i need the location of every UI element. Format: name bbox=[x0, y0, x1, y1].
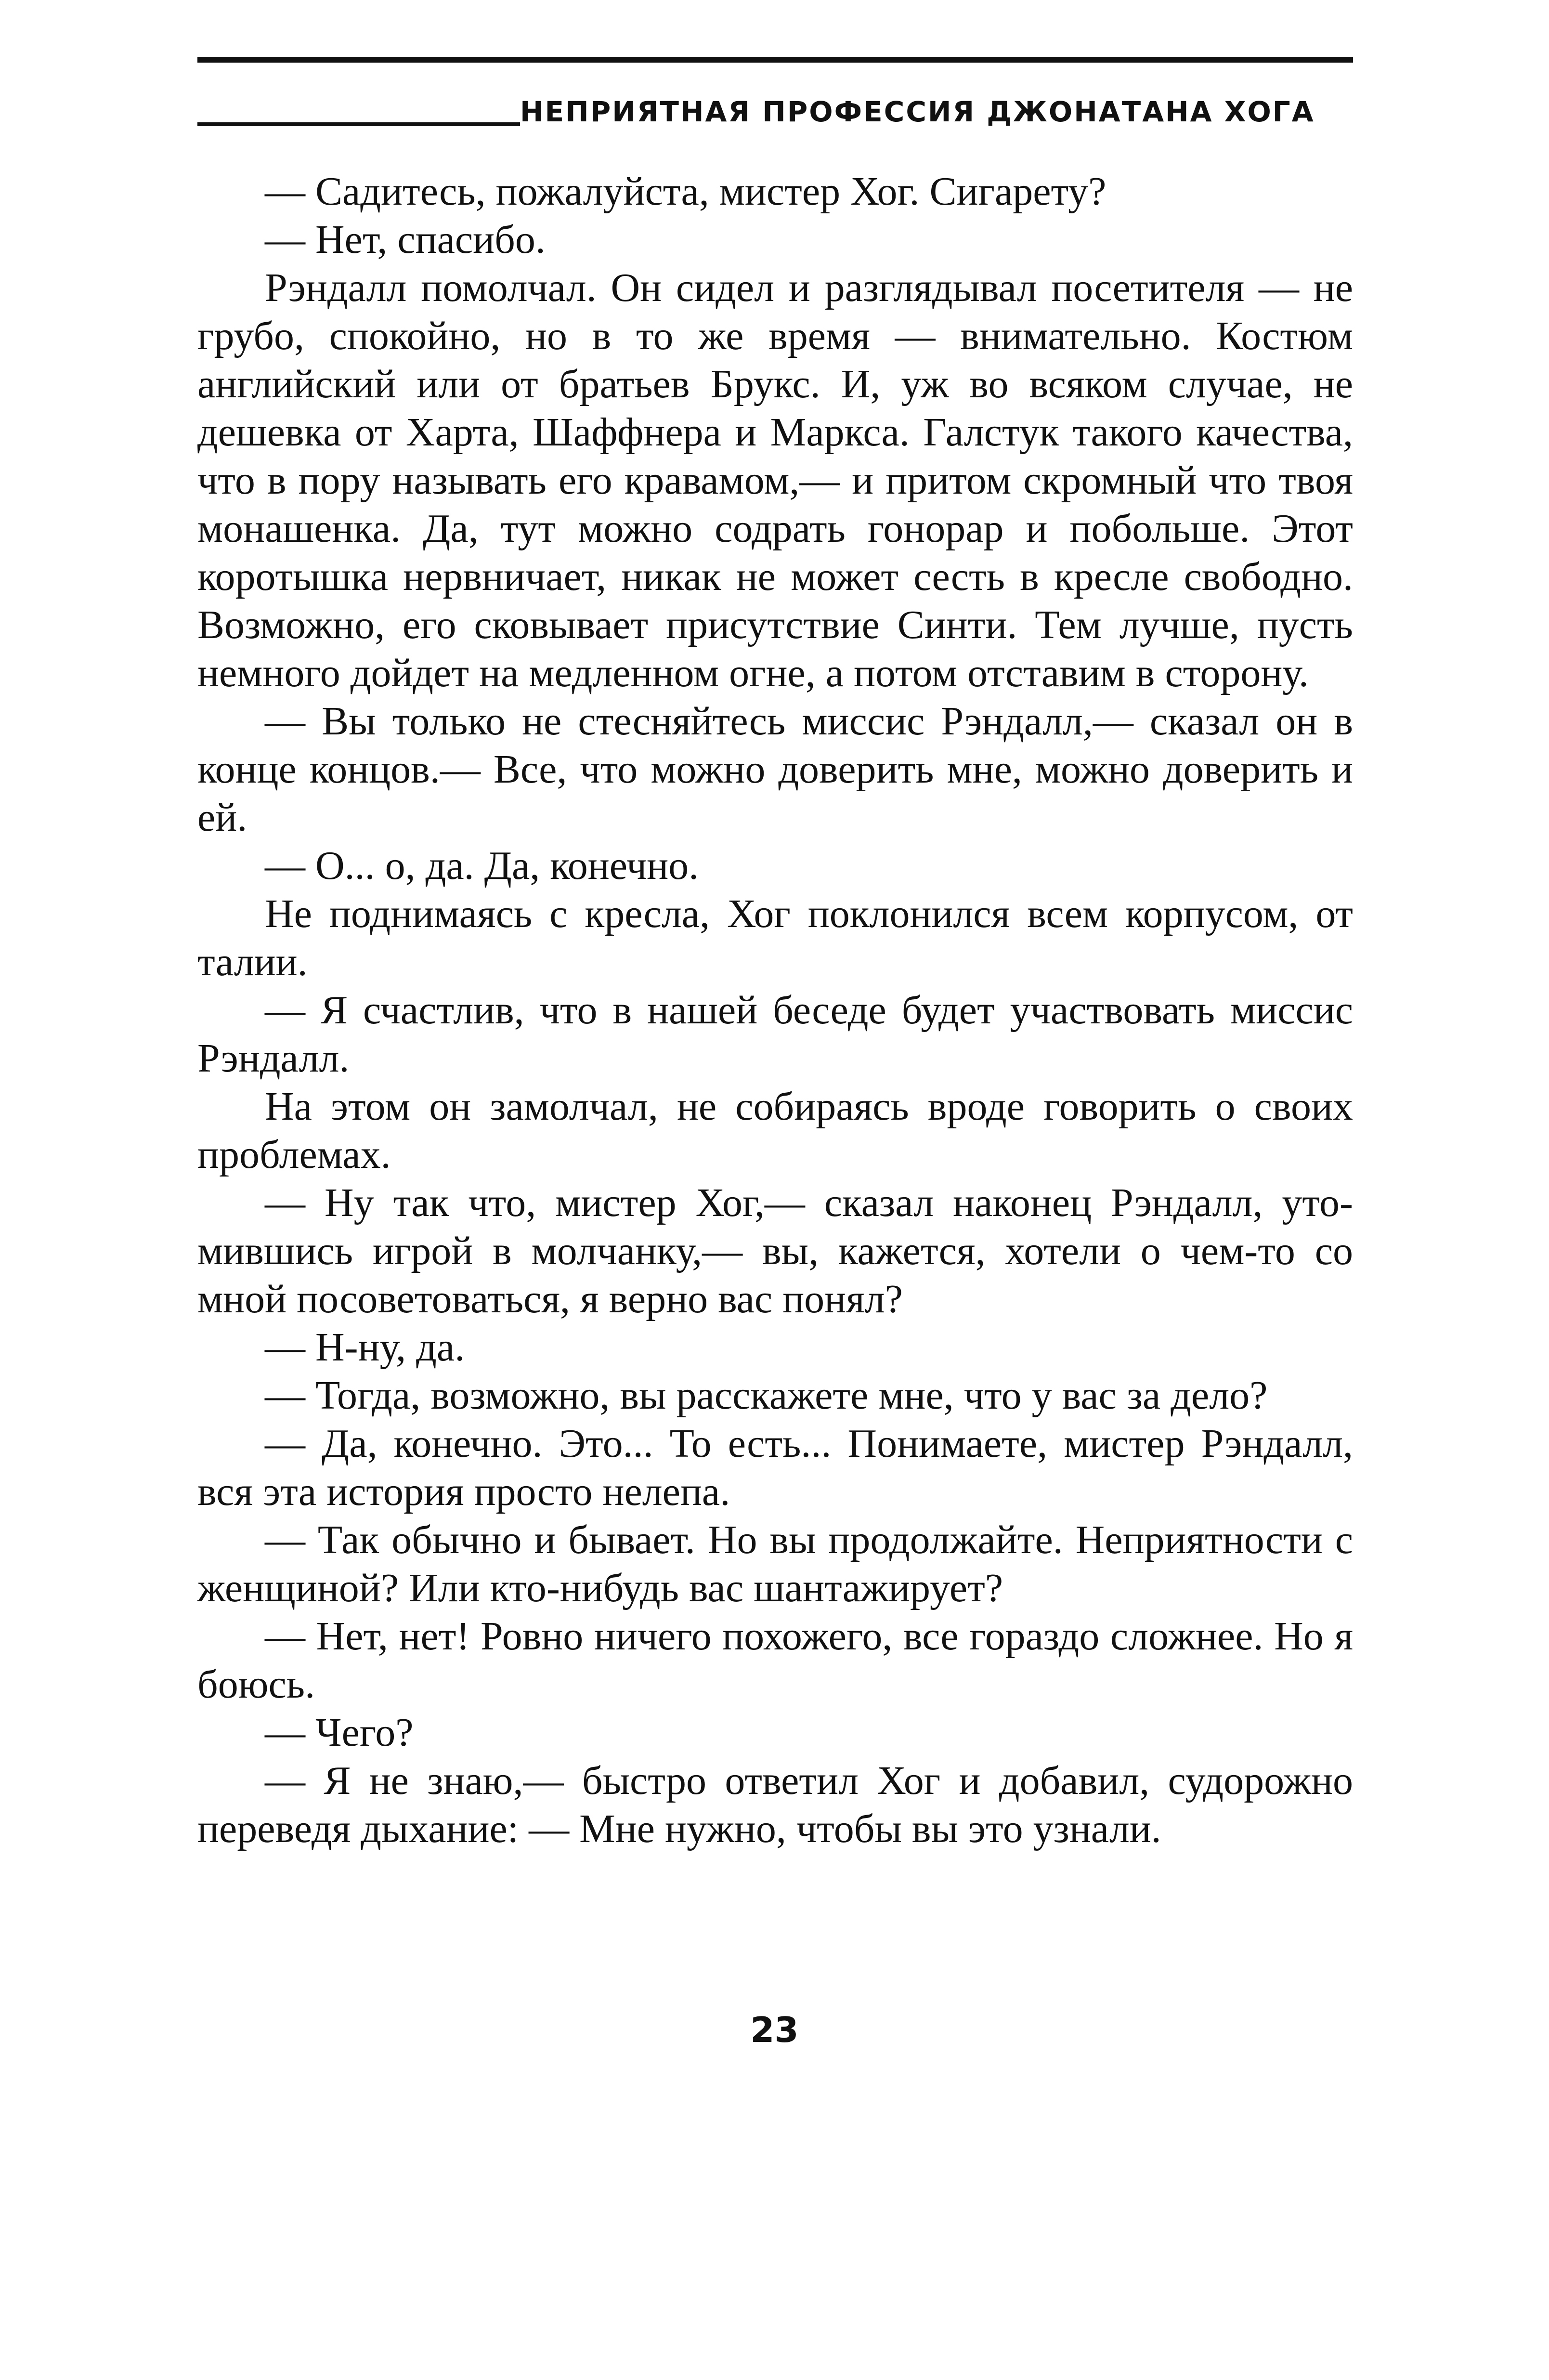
paragraph: — Чего? bbox=[265, 1710, 414, 1755]
paragraph: — Вы только не стесняйтесь миссис Рэндалл,— сказал он в конце концов.— Все, что можно доверить мне, можно доверить и ей. bbox=[197, 699, 1353, 840]
paragraph: — О... о, да. Да, конечно. bbox=[265, 843, 699, 888]
paragraph: — Садитесь, пожалуйста, мистер Хог. Сигарету? bbox=[265, 169, 1106, 214]
paragraph: — Ну так что, мистер Хог,— сказал наконец Рэндалл, утомившись игрой в молчанку,— вы, кажется, хотели о чем-то со мной посоветоваться, я верно вас понял? bbox=[197, 1180, 1353, 1321]
paragraph: — Да, конечно. Это... То есть... Понимаете, мистер Рэндалл, вся эта история просто нелепа. bbox=[197, 1421, 1353, 1514]
paragraph: — Нет, нет! Ровно ничего похожего, все гораздо сложнее. Но я боюсь. bbox=[197, 1614, 1353, 1707]
paragraph: Рэндалл помолчал. Он сидел и разглядывал посетителя — не грубо, спокойно, но в то же время — внимательно. Костюм английский или от братьев Брукс. И, уж во всяком случае, не дешевка от Харта, Шаффнера и Маркса. Галстук такого качества, что в пору называть его кравамом,— и притом скромный что твоя монашенка. Да, тут можно содрать гонорар и побольше. Этот коротышка нервничает, никак не может сесть в кресле свободно. Возможно, его сковывает присутствие Синти. Тем лучше, пусть немного дойдет на медленном огне, а потом отставим в сторону. bbox=[197, 265, 1353, 695]
page-number: 23 bbox=[750, 2010, 799, 2050]
paragraph: — Н-ну, да. bbox=[265, 1325, 465, 1370]
paragraph: — Я счастлив, что в нашей беседе будет участвовать миссис Рэндалл. bbox=[197, 988, 1353, 1081]
paragraph: На этом он замолчал, не собираясь вроде говорить о своих проблемах. bbox=[197, 1084, 1353, 1177]
header-rule-top bbox=[197, 57, 1353, 63]
paragraph: — Я не знаю,— быстро ответил Хог и добавил, судорожно переведя дыхание: — Мне нужно, чтобы вы это узнали. bbox=[197, 1758, 1353, 1851]
paragraph: Не поднимаясь с кресла, Хог поклонился всем корпусом, от талии. bbox=[197, 891, 1353, 984]
body-text bbox=[197, 168, 1353, 1853]
running-head: НЕПРИЯТНАЯ ПРОФЕССИЯ ДЖОНАТАНА ХОГА bbox=[520, 95, 1315, 128]
paragraph: — Тогда, возможно, вы расскажете мне, что у вас за дело? bbox=[265, 1373, 1268, 1418]
paragraph: — Так обычно и бывает. Но вы продолжайте. Неприятности с женщиной? Или кто-нибудь вас шантажирует? bbox=[197, 1517, 1353, 1610]
header-rule-short bbox=[197, 122, 520, 126]
paragraph: — Нет, спасибо. bbox=[265, 217, 546, 262]
